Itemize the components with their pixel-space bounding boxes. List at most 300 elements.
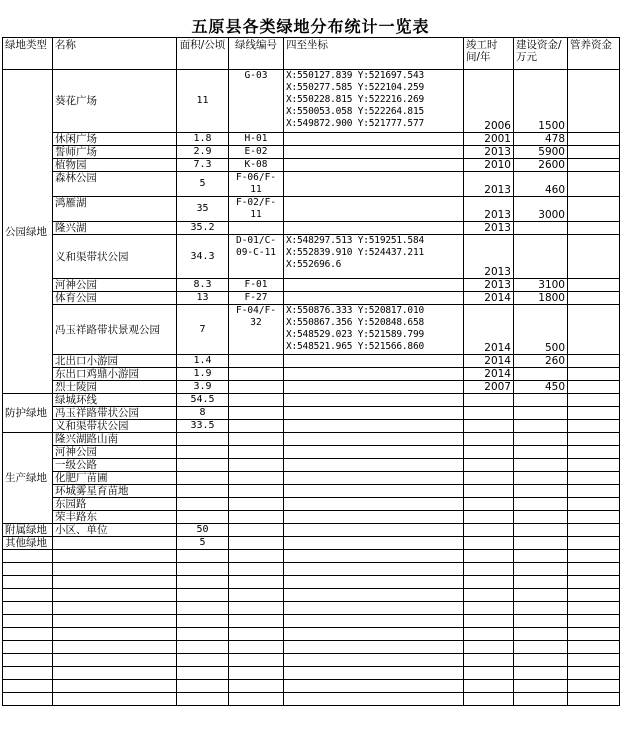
cell-area: 7.3 xyxy=(177,159,229,172)
empty-cell xyxy=(177,563,229,576)
cell-invest xyxy=(514,459,568,472)
empty-cell xyxy=(53,641,177,654)
cell-area: 7 xyxy=(177,305,229,355)
cell-year: 2013 xyxy=(464,222,514,235)
table-row xyxy=(3,459,620,472)
empty-row xyxy=(3,602,620,615)
empty-cell xyxy=(514,589,568,602)
cell-coords xyxy=(284,433,464,446)
cell-name: 森林公园 xyxy=(53,172,177,197)
cell-code: F-01 xyxy=(229,279,284,292)
cell-invest: 478 xyxy=(514,133,568,146)
cell-maint xyxy=(568,133,620,146)
empty-cell xyxy=(568,641,620,654)
cell-maint xyxy=(568,222,620,235)
cell-invest xyxy=(514,235,568,279)
empty-cell xyxy=(568,693,620,706)
empty-cell xyxy=(53,693,177,706)
table-row xyxy=(3,394,620,407)
table-row xyxy=(3,305,620,355)
table-row xyxy=(3,511,620,524)
cell-name: 一级公路 xyxy=(53,459,177,472)
cell-coords xyxy=(284,446,464,459)
empty-cell xyxy=(568,654,620,667)
cell-name: 义和渠带状公园 xyxy=(53,420,177,433)
cell-year: 2001 xyxy=(464,133,514,146)
empty-cell xyxy=(3,667,53,680)
cell-invest xyxy=(514,537,568,550)
cell-code xyxy=(229,498,284,511)
empty-cell xyxy=(568,667,620,680)
header-area: 面积/公顷 xyxy=(177,38,229,70)
cell-code xyxy=(229,472,284,485)
empty-cell xyxy=(568,563,620,576)
cell-code: F-06/F-11 xyxy=(229,172,284,197)
cell-maint xyxy=(568,305,620,355)
empty-cell xyxy=(177,693,229,706)
cell-year xyxy=(464,485,514,498)
cell-area: 13 xyxy=(177,292,229,305)
cell-invest xyxy=(514,511,568,524)
empty-cell xyxy=(3,563,53,576)
empty-cell xyxy=(177,550,229,563)
cell-code: F-04/F-32 xyxy=(229,305,284,355)
cell-year: 2013 xyxy=(464,146,514,159)
empty-cell xyxy=(177,615,229,628)
empty-cell xyxy=(229,589,284,602)
empty-row xyxy=(3,667,620,680)
cell-name: 隆兴湖路山南 xyxy=(53,433,177,446)
table-row xyxy=(3,292,620,305)
empty-cell xyxy=(284,602,464,615)
page-title: 五原县各类绿地分布统计一览表 xyxy=(191,17,430,36)
cell-coords xyxy=(284,222,464,235)
cell-invest xyxy=(514,420,568,433)
cell-coords xyxy=(284,159,464,172)
cell-area: 2.9 xyxy=(177,146,229,159)
cell-invest: 500 xyxy=(514,305,568,355)
empty-cell xyxy=(3,654,53,667)
cell-invest: 2600 xyxy=(514,159,568,172)
empty-cell xyxy=(284,641,464,654)
empty-cell xyxy=(177,602,229,615)
cell-code: F-02/F-11 xyxy=(229,197,284,222)
cell-code xyxy=(229,459,284,472)
cell-code: H-01 xyxy=(229,133,284,146)
cell-maint xyxy=(568,446,620,459)
cell-invest xyxy=(514,222,568,235)
empty-cell xyxy=(514,563,568,576)
cell-coords xyxy=(284,368,464,381)
cell-area xyxy=(177,459,229,472)
cell-invest: 5900 xyxy=(514,146,568,159)
empty-row xyxy=(3,628,620,641)
empty-cell xyxy=(464,693,514,706)
cell-area: 5 xyxy=(177,172,229,197)
table-row xyxy=(3,537,620,550)
table-row xyxy=(3,485,620,498)
header-maint: 管养资金 xyxy=(568,38,620,70)
cell-code xyxy=(229,446,284,459)
cell-name: 河神公园 xyxy=(53,279,177,292)
empty-row xyxy=(3,550,620,563)
cell-code xyxy=(229,485,284,498)
empty-cell xyxy=(177,589,229,602)
cell-year: 2014 xyxy=(464,292,514,305)
cell-maint xyxy=(568,394,620,407)
category-protect: 防护绿地 xyxy=(3,394,53,433)
empty-cell xyxy=(53,589,177,602)
table-row xyxy=(3,420,620,433)
cell-area xyxy=(177,498,229,511)
cell-area xyxy=(177,433,229,446)
cell-year xyxy=(464,511,514,524)
empty-cell xyxy=(514,550,568,563)
cell-name: 葵花广场 xyxy=(53,70,177,133)
cell-name: 北出口小游园 xyxy=(53,355,177,368)
table-row xyxy=(3,368,620,381)
cell-coords xyxy=(284,146,464,159)
category-other: 其他绿地 xyxy=(3,537,53,550)
empty-row xyxy=(3,589,620,602)
cell-name: 东出口鸡鼎小游园 xyxy=(53,368,177,381)
header-coords: 四至坐标 xyxy=(284,38,464,70)
cell-maint xyxy=(568,407,620,420)
cell-code xyxy=(229,381,284,394)
empty-cell xyxy=(229,550,284,563)
table-row xyxy=(3,133,620,146)
cell-code xyxy=(229,394,284,407)
empty-cell xyxy=(514,693,568,706)
empty-cell xyxy=(514,680,568,693)
empty-cell xyxy=(464,628,514,641)
empty-cell xyxy=(229,654,284,667)
cell-code: D-01/C-09-C-11 xyxy=(229,235,284,279)
empty-cell xyxy=(53,602,177,615)
empty-cell xyxy=(3,615,53,628)
empty-cell xyxy=(568,615,620,628)
cell-invest: 450 xyxy=(514,381,568,394)
cell-area: 34.3 xyxy=(177,235,229,279)
cell-name: 绿城环线 xyxy=(53,394,177,407)
cell-maint xyxy=(568,511,620,524)
empty-row xyxy=(3,563,620,576)
header-name: 名称 xyxy=(53,38,177,70)
cell-year xyxy=(464,420,514,433)
table-row xyxy=(3,197,620,222)
empty-cell xyxy=(177,641,229,654)
empty-cell xyxy=(284,667,464,680)
empty-cell xyxy=(3,641,53,654)
cell-invest xyxy=(514,524,568,537)
cell-name: 隆兴湖 xyxy=(53,222,177,235)
cell-coords xyxy=(284,394,464,407)
cell-area: 8.3 xyxy=(177,279,229,292)
cell-area: 3.9 xyxy=(177,381,229,394)
cell-invest: 3100 xyxy=(514,279,568,292)
cell-coords xyxy=(284,279,464,292)
cell-year xyxy=(464,446,514,459)
cell-maint xyxy=(568,498,620,511)
cell-maint xyxy=(568,459,620,472)
cell-invest xyxy=(514,485,568,498)
empty-cell xyxy=(229,680,284,693)
empty-cell xyxy=(177,576,229,589)
cell-area: 35 xyxy=(177,197,229,222)
empty-cell xyxy=(464,602,514,615)
empty-row xyxy=(3,576,620,589)
empty-cell xyxy=(3,550,53,563)
empty-cell xyxy=(229,576,284,589)
cell-maint xyxy=(568,172,620,197)
empty-cell xyxy=(568,589,620,602)
cell-invest: 3000 xyxy=(514,197,568,222)
empty-row xyxy=(3,641,620,654)
cell-year xyxy=(464,394,514,407)
empty-cell xyxy=(229,628,284,641)
cell-year xyxy=(464,537,514,550)
cell-coords xyxy=(284,511,464,524)
cell-maint xyxy=(568,70,620,133)
cell-area: 8 xyxy=(177,407,229,420)
empty-cell xyxy=(464,654,514,667)
category-attached: 附属绿地 xyxy=(3,524,53,537)
cell-area xyxy=(177,472,229,485)
cell-coords xyxy=(284,498,464,511)
empty-cell xyxy=(53,563,177,576)
cell-invest xyxy=(514,498,568,511)
empty-cell xyxy=(284,693,464,706)
cell-coords xyxy=(284,172,464,197)
cell-coords: X:550127.839 Y:521697.543 X:550277.585 Y:522104.259 X:550228.815 Y:522216.269 X:550053.058 Y:522264.815 X:549872.900 Y:521777.577 xyxy=(284,70,464,133)
cell-name: 誓师广场 xyxy=(53,146,177,159)
empty-cell xyxy=(568,576,620,589)
empty-cell xyxy=(229,667,284,680)
cell-maint xyxy=(568,197,620,222)
cell-coords: X:548297.513 Y:519251.584 X:552839.910 Y:524437.211 X:552696.6 xyxy=(284,235,464,279)
cell-invest: 1800 xyxy=(514,292,568,305)
cell-invest xyxy=(514,433,568,446)
cell-year: 2013 xyxy=(464,197,514,222)
empty-cell xyxy=(284,654,464,667)
empty-cell xyxy=(3,602,53,615)
table-row xyxy=(3,235,620,279)
cell-coords xyxy=(284,381,464,394)
empty-cell xyxy=(568,550,620,563)
empty-cell xyxy=(464,589,514,602)
cell-name: 河神公园 xyxy=(53,446,177,459)
empty-cell xyxy=(464,550,514,563)
cell-year: 2014 xyxy=(464,368,514,381)
greenland-table xyxy=(2,37,620,706)
table-row xyxy=(3,433,620,446)
empty-cell xyxy=(284,563,464,576)
cell-name: 荣丰路东 xyxy=(53,511,177,524)
cell-name: 小区、单位 xyxy=(53,524,177,537)
cell-code: K-08 xyxy=(229,159,284,172)
cell-coords xyxy=(284,407,464,420)
cell-maint xyxy=(568,433,620,446)
empty-cell xyxy=(3,693,53,706)
empty-cell xyxy=(284,576,464,589)
cell-maint xyxy=(568,381,620,394)
cell-year xyxy=(464,459,514,472)
cell-coords xyxy=(284,292,464,305)
empty-cell xyxy=(464,563,514,576)
category-produce: 生产绿地 xyxy=(3,433,53,524)
cell-name: 体育公园 xyxy=(53,292,177,305)
cell-code xyxy=(229,407,284,420)
empty-cell xyxy=(464,680,514,693)
empty-row xyxy=(3,680,620,693)
cell-area xyxy=(177,446,229,459)
cell-year xyxy=(464,472,514,485)
cell-coords xyxy=(284,355,464,368)
cell-year: 2013 xyxy=(464,172,514,197)
cell-coords xyxy=(284,472,464,485)
category-park: 公园绿地 xyxy=(3,70,53,394)
empty-cell xyxy=(229,693,284,706)
empty-cell xyxy=(3,680,53,693)
cell-invest xyxy=(514,472,568,485)
cell-coords xyxy=(284,197,464,222)
empty-cell xyxy=(464,615,514,628)
empty-cell xyxy=(177,628,229,641)
cell-invest: 460 xyxy=(514,172,568,197)
table-row xyxy=(3,355,620,368)
cell-invest: 1500 xyxy=(514,70,568,133)
table-row xyxy=(3,381,620,394)
cell-name: 冯玉祥路带状公园 xyxy=(53,407,177,420)
cell-area: 33.5 xyxy=(177,420,229,433)
table-row xyxy=(3,70,620,133)
cell-year: 2010 xyxy=(464,159,514,172)
cell-area: 54.5 xyxy=(177,394,229,407)
cell-name: 鸿雁湖 xyxy=(53,197,177,222)
cell-year xyxy=(464,498,514,511)
cell-code xyxy=(229,433,284,446)
cell-invest xyxy=(514,446,568,459)
cell-maint xyxy=(568,472,620,485)
empty-cell xyxy=(514,667,568,680)
table-row xyxy=(3,159,620,172)
empty-cell xyxy=(514,641,568,654)
cell-area: 11 xyxy=(177,70,229,133)
empty-cell xyxy=(229,641,284,654)
table-row xyxy=(3,146,620,159)
cell-maint xyxy=(568,524,620,537)
cell-coords xyxy=(284,537,464,550)
cell-name: 环城雾星育苗地 xyxy=(53,485,177,498)
empty-cell xyxy=(53,654,177,667)
table-row xyxy=(3,222,620,235)
empty-cell xyxy=(284,589,464,602)
cell-name: 休闲广场 xyxy=(53,133,177,146)
cell-year: 2006 xyxy=(464,70,514,133)
cell-year xyxy=(464,524,514,537)
header-year: 竣工时间/年 xyxy=(464,38,514,70)
cell-area: 1.4 xyxy=(177,355,229,368)
cell-invest: 260 xyxy=(514,355,568,368)
empty-cell xyxy=(514,602,568,615)
cell-code xyxy=(229,355,284,368)
empty-cell xyxy=(177,667,229,680)
cell-code xyxy=(229,420,284,433)
empty-cell xyxy=(568,628,620,641)
empty-cell xyxy=(53,680,177,693)
cell-maint xyxy=(568,355,620,368)
cell-maint xyxy=(568,146,620,159)
empty-cell xyxy=(177,654,229,667)
empty-cell xyxy=(514,654,568,667)
table-row xyxy=(3,279,620,292)
empty-cell xyxy=(53,628,177,641)
cell-name: 化肥厂苗圃 xyxy=(53,472,177,485)
empty-cell xyxy=(53,550,177,563)
cell-code: F-27 xyxy=(229,292,284,305)
cell-maint xyxy=(568,292,620,305)
cell-maint xyxy=(568,420,620,433)
cell-invest xyxy=(514,368,568,381)
empty-cell xyxy=(568,680,620,693)
empty-cell xyxy=(568,602,620,615)
cell-coords xyxy=(284,459,464,472)
empty-cell xyxy=(53,667,177,680)
cell-name xyxy=(53,537,177,550)
cell-coords: X:550876.333 Y:520817.010 X:550867.356 Y:520848.658 X:548529.023 Y:521589.799 X:548521.965 Y:521566.860 xyxy=(284,305,464,355)
empty-cell xyxy=(514,628,568,641)
cell-year: 2013 xyxy=(464,279,514,292)
cell-coords xyxy=(284,420,464,433)
table-row xyxy=(3,472,620,485)
cell-code: G-03 xyxy=(229,70,284,133)
empty-cell xyxy=(514,576,568,589)
cell-year xyxy=(464,433,514,446)
cell-name: 烈士陵园 xyxy=(53,381,177,394)
empty-cell xyxy=(284,550,464,563)
cell-code xyxy=(229,222,284,235)
table-row xyxy=(3,498,620,511)
cell-name: 东园路 xyxy=(53,498,177,511)
empty-cell xyxy=(229,602,284,615)
empty-cell xyxy=(53,576,177,589)
cell-invest xyxy=(514,394,568,407)
cell-code xyxy=(229,511,284,524)
empty-row xyxy=(3,615,620,628)
empty-cell xyxy=(3,628,53,641)
cell-area: 50 xyxy=(177,524,229,537)
cell-year: 2007 xyxy=(464,381,514,394)
cell-maint xyxy=(568,537,620,550)
cell-code xyxy=(229,537,284,550)
header-invest: 建设资金/万元 xyxy=(514,38,568,70)
table-row xyxy=(3,524,620,537)
table-row xyxy=(3,407,620,420)
header-type: 绿地类型 xyxy=(3,38,53,70)
empty-cell xyxy=(3,589,53,602)
empty-cell xyxy=(284,680,464,693)
empty-cell xyxy=(53,615,177,628)
cell-maint xyxy=(568,368,620,381)
empty-cell xyxy=(464,641,514,654)
header-row xyxy=(3,38,620,70)
cell-coords xyxy=(284,133,464,146)
cell-area: 35.2 xyxy=(177,222,229,235)
empty-cell xyxy=(229,563,284,576)
empty-row xyxy=(3,654,620,667)
cell-area: 1.9 xyxy=(177,368,229,381)
empty-cell xyxy=(3,576,53,589)
